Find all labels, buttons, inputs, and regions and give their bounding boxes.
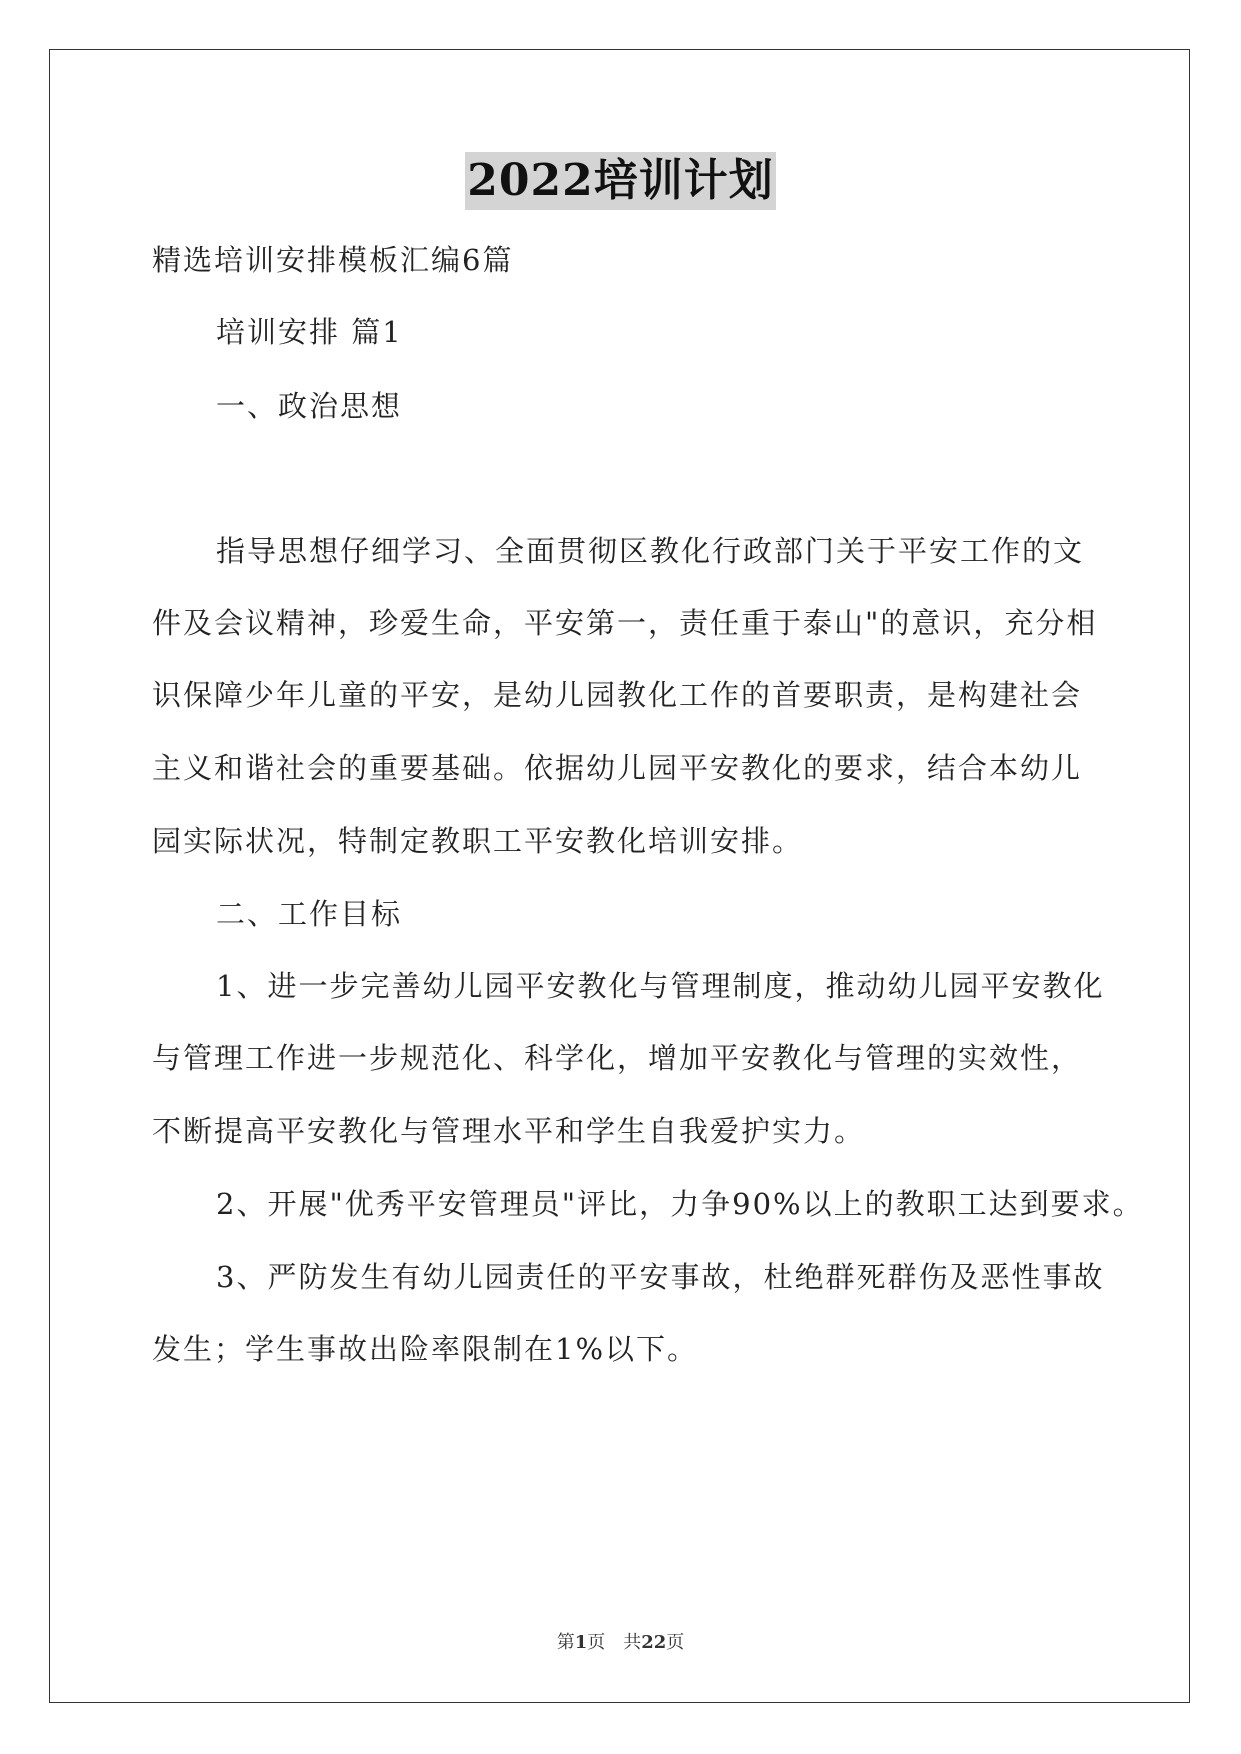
paragraph-line: 件及会议精神，珍爱生命，平安第一，责任重于泰山"的意识，充分相 — [152, 606, 1098, 640]
paragraph-line: 与管理工作进一步规范化、科学化，增加平安教化与管理的实效性， — [152, 1041, 1083, 1075]
document-title: 2022培训计划 — [465, 152, 775, 210]
paragraph-line: 发生；学生事故出险率限制在1%以下。 — [152, 1332, 699, 1366]
section-heading: 培训安排 篇1 — [216, 315, 403, 349]
paragraph-line: 主义和谐社会的重要基础。依据幼儿园平安教化的要求，结合本幼儿 — [152, 751, 1083, 785]
paragraph-line: 园实际状况，特制定教职工平安教化培训安排。 — [152, 824, 804, 858]
paragraph-line: 指导思想仔细学习、全面贯彻区教化行政部门关于平安工作的文 — [216, 534, 1085, 568]
page-footer — [0, 1628, 1241, 1654]
page-border — [49, 49, 1190, 1703]
footer-total-pages: 22 — [641, 1632, 667, 1653]
paragraph-line: 2、开展"优秀平安管理员"评比，力争90%以上的教职工达到要求。 — [216, 1187, 1144, 1221]
title-container — [0, 152, 1241, 210]
section-heading: 一、政治思想 — [216, 389, 403, 423]
paragraph-line: 识保障少年儿童的平安，是幼儿园教化工作的首要职责，是构建社会 — [152, 678, 1083, 712]
section-heading: 二、工作目标 — [216, 897, 403, 931]
footer-mid: 页 共 — [587, 1632, 642, 1653]
subtitle-line: 精选培训安排模板汇编6篇 — [152, 243, 514, 277]
paragraph-line: 不断提高平安教化与管理水平和学生自我爱护实力。 — [152, 1114, 866, 1148]
footer-page-number: 1 — [574, 1632, 588, 1653]
footer-prefix: 第 — [556, 1632, 575, 1653]
paragraph-line: 3、严防发生有幼儿园责任的平安事故，杜绝群死群伤及恶性事故 — [216, 1260, 1105, 1294]
footer-suffix: 页 — [666, 1632, 685, 1653]
paragraph-line: 1、进一步完善幼儿园平安教化与管理制度，推动幼儿园平安教化 — [216, 969, 1105, 1003]
